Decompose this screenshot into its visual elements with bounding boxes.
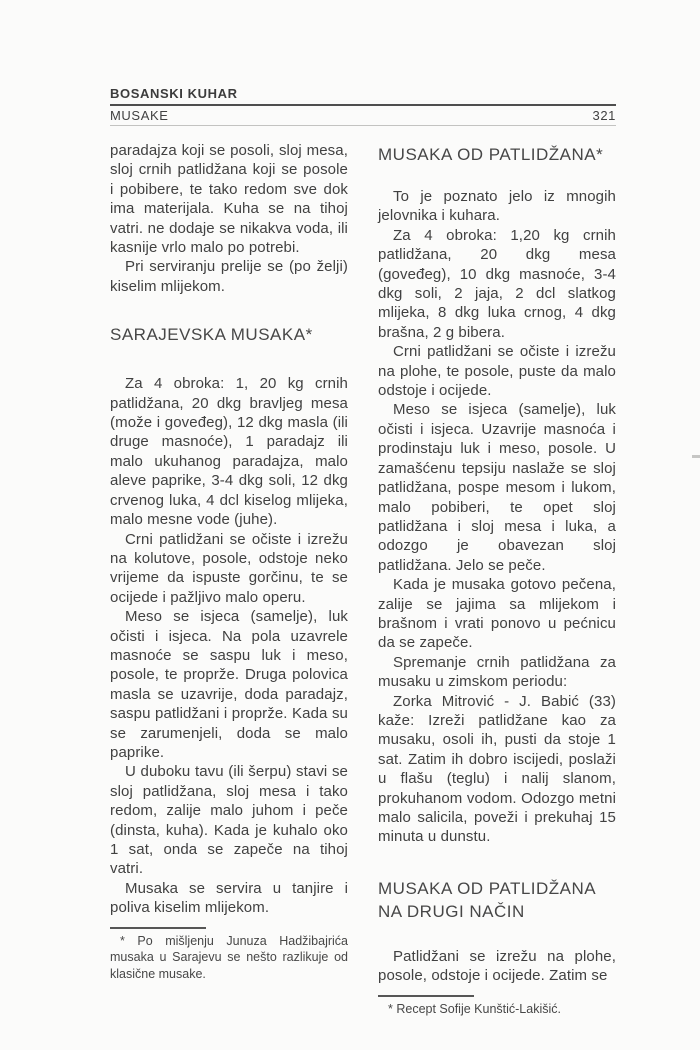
recipe-title-line-1: MUSAKA OD PATLIDŽANA <box>378 878 597 898</box>
paragraph: Pri serviranju prelije se (po želji) kiselim mlijekom. <box>110 258 348 295</box>
paragraph: Meso se isjeca (samelje), luk očisti i isjeca. Na pola uzavrele masnoće se saspu luk i meso, posole, te proprže. Druga polovica masla se uzavrije, doda paradajz, saspu patlidžani i proprže. Kada su se zarumenjeli, doda se malo paprike. <box>110 608 348 761</box>
recipe-title-musaka-od-patlidzana: MUSAKA OD PATLIDŽANA* <box>378 145 604 164</box>
footnote-divider <box>378 995 474 997</box>
paragraph: Zorka Mitrović - J. Babić (33) kaže: Izreži patlidžane kao za musaku, osoli ih, pusti da stoje 1 sat. Zatim ih dobro iscijedi, poslaži u flašu (teglu) i nalij slanom, prokuhanom vodom. Odozgo metni malo salicila, poveži i prekuhaj 15 minuta u dunstu. <box>378 692 616 846</box>
footnote-divider <box>110 927 206 929</box>
paragraph: Spremanje crnih patlidžana za musaku u zimskom periodu: <box>378 653 616 691</box>
paragraph: Crni patlidžani se očiste i izrežu na kolutove, posole, odstoje neko vrijeme da ispuste gorčinu, te se ocijede i pažljivo malo operu. <box>110 530 348 606</box>
paragraph: U duboku tavu (ili šerpu) stavi se sloj patlidžana, sloj mesa i tako redom, zalije malo juhom i peče (dinsta, kuha). Kada je kuhalo oko 1 sat, onda se zapeče na tihoj vatri. <box>110 763 348 878</box>
paragraph: To je poznato jelo iz mnogih jelovnika i kuhara. <box>378 188 616 225</box>
paragraph: Kada je musaka gotovo pečena, zalije se jajima sa mlijekom i brašnom i vrati ponovo u pećnicu da se zapeče. <box>378 576 616 652</box>
paragraph: paradajza koji se posoli, sloj mesa, sloj crnih patlidžana koji se posole i pobibere, te tako redom sve dok ima materijala. Kuha se na tihoj vatri. ne dodaje se nikakva voda, ili kasnije vrlo malo po potrebi. <box>110 142 348 257</box>
footnote-text: * Recept Sofije Kunštić-Lakišić. <box>388 1001 561 1016</box>
header-rule-top <box>110 104 616 106</box>
recipe-title-musaka-na-drugi-nacin <box>378 877 616 923</box>
book-title: BOSANSKI KUHAR <box>110 86 238 101</box>
running-head <box>110 86 616 126</box>
scan-artifact-dash <box>692 455 700 458</box>
paragraph: Patlidžani se izrežu na plohe, posole, odstoje i ocijede. Zatim se <box>378 947 616 985</box>
text-columns <box>110 141 616 1017</box>
paragraph: Crni patlidžani se očiste i izrežu na plohe, te posole, puste da malo odstoje i ocijede. <box>378 343 616 400</box>
header-rule-bottom <box>110 125 616 126</box>
paragraph: Meso se isjeca (samelje), luk očisti i isjeca. Uzavrije masnoća i prodinstaju luk i meso, posole. U zamašćenu tepsiju naslaže se sloj patlidžana, pospe mesom i lukom, malo pobiberi, te opet sloj patlidžana i sloj mesa i luka, a odozgo je obavezan sloj patlidžana. Jelo se peče. <box>378 401 616 574</box>
paragraph: Za 4 obroka: 1, 20 kg crnih patlidžana, 20 dkg bravljeg mesa (može i goveđeg), 12 dkg masla (ili druge masnoće), 1 paradajz ili malo ukuhanog paradajza, malo aleve paprike, 3-4 dkg soli, 12 dkg crvenog luka, 4 dcl kiselog mlijeka, malo mesne vode (juhe). <box>110 375 348 529</box>
recipe-title-sarajevska-musaka: SARAJEVSKA MUSAKA* <box>110 325 313 345</box>
page-number: 321 <box>592 108 616 123</box>
left-footnote <box>110 927 348 983</box>
page-content <box>110 86 616 1017</box>
right-footnote <box>378 995 616 1018</box>
right-column <box>378 141 616 1017</box>
recipe-title-line-2: NA DRUGI NAČIN <box>378 901 525 921</box>
paragraph: Za 4 obroka: 1,20 kg crnih patlidžana, 20 dkg mesa (goveđeg), 10 dkg masnoće, 3-4 dkg soli, 2 jaja, 2 dcl slatkog mlijeka, 8 dkg luka crnog, 4 dkg brašna, 2 g bibera. <box>378 226 616 341</box>
header-row <box>110 107 616 125</box>
paragraph: Musaka se servira u tanjire i poliva kiselim mlijekom. <box>110 879 348 917</box>
left-column <box>110 141 348 1017</box>
chapter-name: MUSAKE <box>110 108 169 123</box>
footnote-text: * Po mišljenju Junuza Hadžibajrića musaka u Sarajevu se nešto razlikuje od klasične musake. <box>110 933 348 981</box>
